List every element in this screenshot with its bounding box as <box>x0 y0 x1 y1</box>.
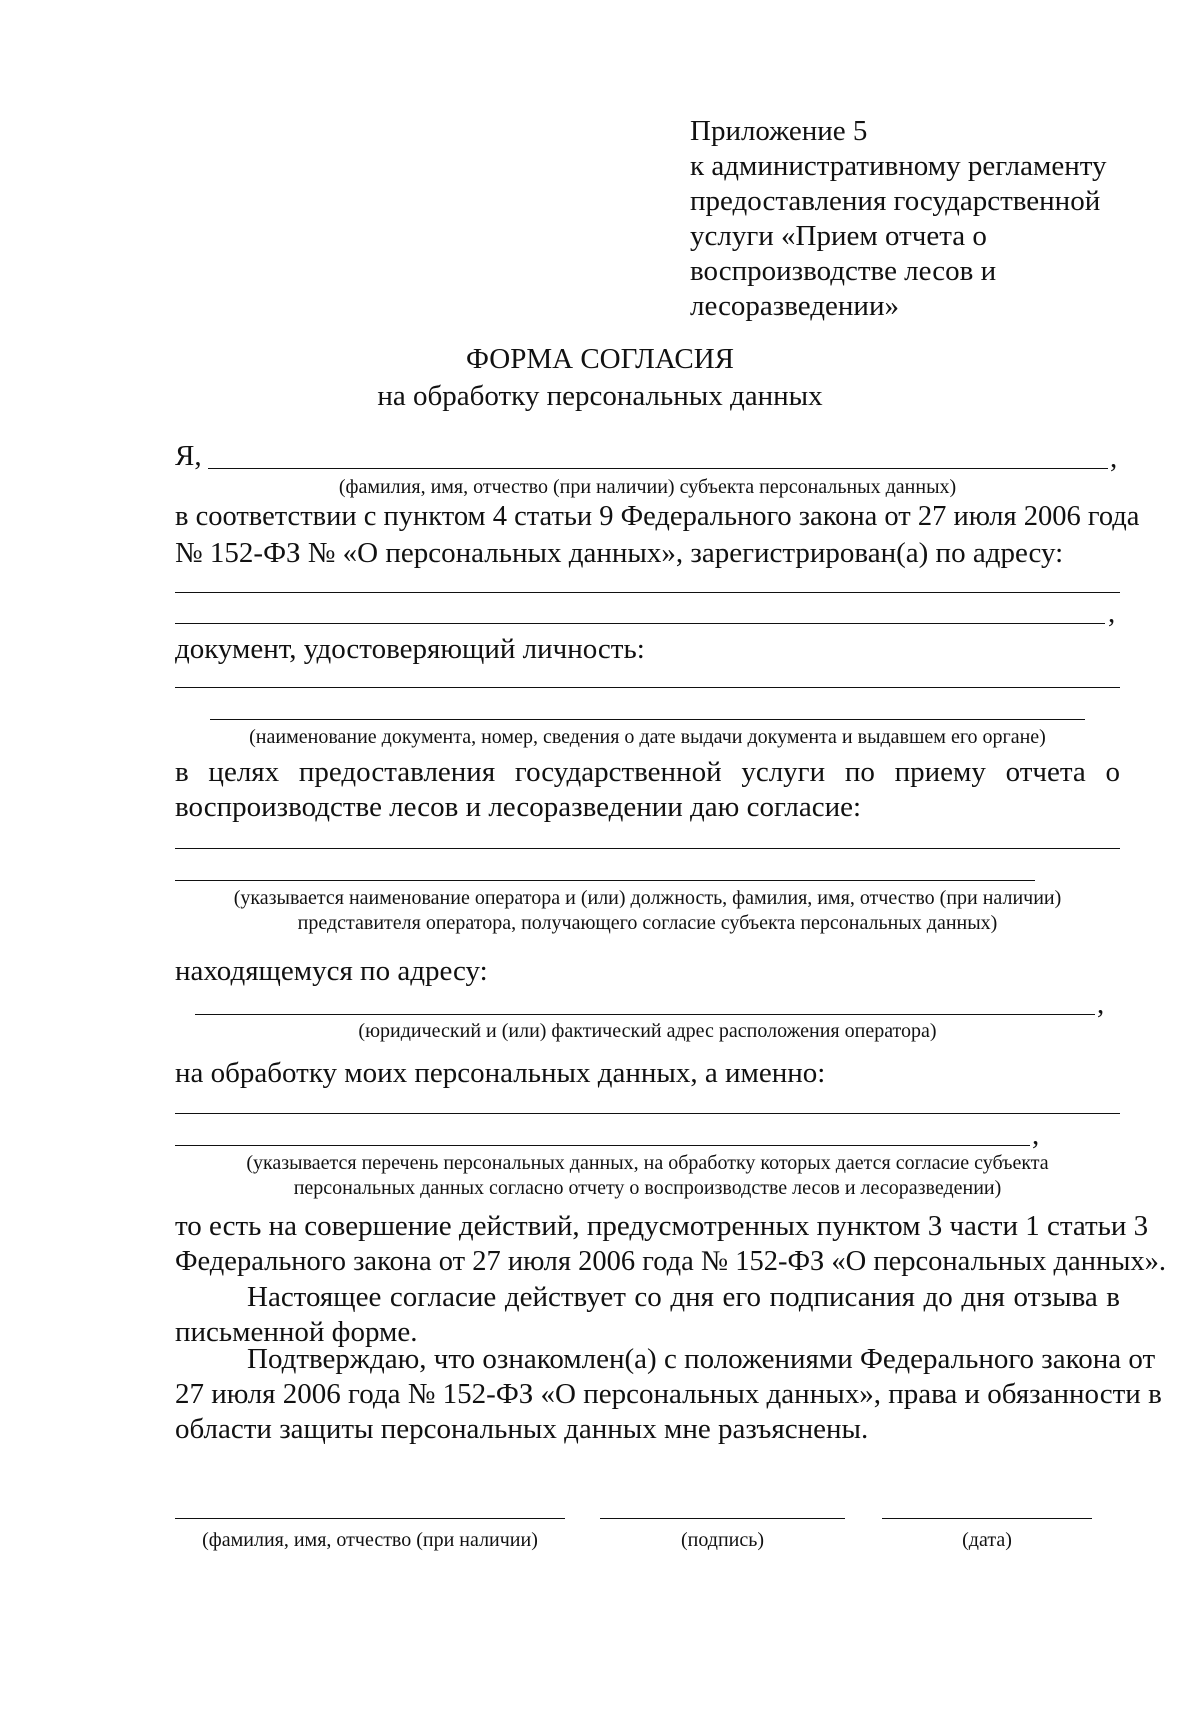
address-field-1[interactable] <box>175 592 1120 593</box>
appendix-line-6: лесоразведении» <box>690 290 899 322</box>
appendix-line-1: Приложение 5 <box>690 115 868 147</box>
i-label: Я, <box>175 440 202 472</box>
signature-date-field[interactable] <box>882 1518 1092 1519</box>
confirm-line-3: области защиты персональных данных мне разъяснены. <box>175 1413 869 1445</box>
comma: , <box>1097 988 1105 1020</box>
operator-field-2[interactable] <box>175 880 1035 881</box>
signature-sign-caption: (подпись) <box>680 1529 765 1551</box>
document-field-1[interactable] <box>175 687 1120 688</box>
signature-sign-field[interactable] <box>600 1518 845 1519</box>
processing-label: на обработку моих персональных данных, а именно: <box>175 1057 826 1089</box>
comma: , <box>1108 597 1116 629</box>
document-field-2[interactable] <box>210 719 1085 720</box>
data-list-field-2[interactable] <box>175 1145 1030 1146</box>
comma: , <box>1032 1119 1040 1151</box>
caption-list-line-1: (указывается перечень персональных данных, на обработку которых дается согласие субъекта <box>246 1152 1049 1174</box>
appendix-line-4: услуги «Прием отчета о <box>690 220 987 252</box>
appendix-line-5: воспроизводстве лесов и <box>690 255 997 287</box>
data-list-field-1[interactable] <box>175 1113 1120 1114</box>
purpose-line-1: в целях предоставления государственной услуги по приему отчета о <box>175 756 1120 788</box>
actions-line-1: то есть на совершение действий, предусмотренных пунктом 3 части 1 статьи 3 <box>175 1210 1149 1242</box>
caption-operator-line-2: представителя оператора, получающего согласие субъекта персональных данных) <box>297 912 998 934</box>
comma: , <box>1110 442 1118 474</box>
operator-field-1[interactable] <box>175 848 1120 849</box>
caption-operator-line-1: (указывается наименование оператора и (или) должность, фамилия, имя, отчество (при наличии) <box>233 887 1062 909</box>
form-subtitle: на обработку персональных данных <box>377 380 823 412</box>
doc-label: документ, удостоверяющий личность: <box>175 633 645 665</box>
subject-name-field[interactable] <box>208 468 1108 469</box>
signature-date-caption: (дата) <box>962 1529 1012 1551</box>
caption-address: (юридический и (или) фактический адрес расположения оператора) <box>358 1020 937 1042</box>
appendix-line-3: предоставления государственной <box>690 185 1101 217</box>
purpose-line-2: воспроизводстве лесов и лесоразведении даю согласие: <box>175 791 862 823</box>
signature-fio-field[interactable] <box>175 1518 565 1519</box>
operator-address-field[interactable] <box>195 1014 1095 1015</box>
validity-line-1: Настоящее согласие действует со дня его подписания до дня отзыва в <box>247 1281 1120 1313</box>
para-law-line-1: в соответствии с пунктом 4 статьи 9 Федерального закона от 27 июля 2006 года <box>175 501 1140 532</box>
signature-fio-caption: (фамилия, имя, отчество (при наличии) <box>202 1529 538 1551</box>
appendix-header <box>690 114 1150 324</box>
caption-fio-subject: (фамилия, имя, отчество (при наличии) субъекта персональных данных) <box>338 476 957 498</box>
address-field-2[interactable] <box>175 623 1105 624</box>
address-label: находящемуся по адресу: <box>175 955 488 987</box>
appendix-line-2: к административному регламенту <box>690 150 1107 182</box>
confirm-line-1: Подтверждаю, что ознакомлен(а) с положениями Федерального закона от <box>247 1343 1156 1375</box>
actions-line-2: Федерального закона от 27 июля 2006 года № 152-ФЗ «О персональных данных». <box>175 1246 1166 1277</box>
confirm-line-2: 27 июля 2006 года № 152-ФЗ «О персональных данных», права и обязанности в <box>175 1378 1162 1410</box>
form-title: ФОРМА СОГЛАСИЯ <box>466 343 734 375</box>
caption-list-line-2: персональных данных согласно отчету о воспроизводстве лесов и лесоразведении) <box>293 1177 1002 1199</box>
caption-doc: (наименование документа, номер, сведения о дате выдачи документа и выдавшем его органе) <box>249 726 1046 748</box>
validity-line-2: письменной форме. <box>175 1316 418 1348</box>
para-law-line-2: № 152-ФЗ № «О персональных данных», зарегистрирован(а) по адресу: <box>175 537 1064 569</box>
